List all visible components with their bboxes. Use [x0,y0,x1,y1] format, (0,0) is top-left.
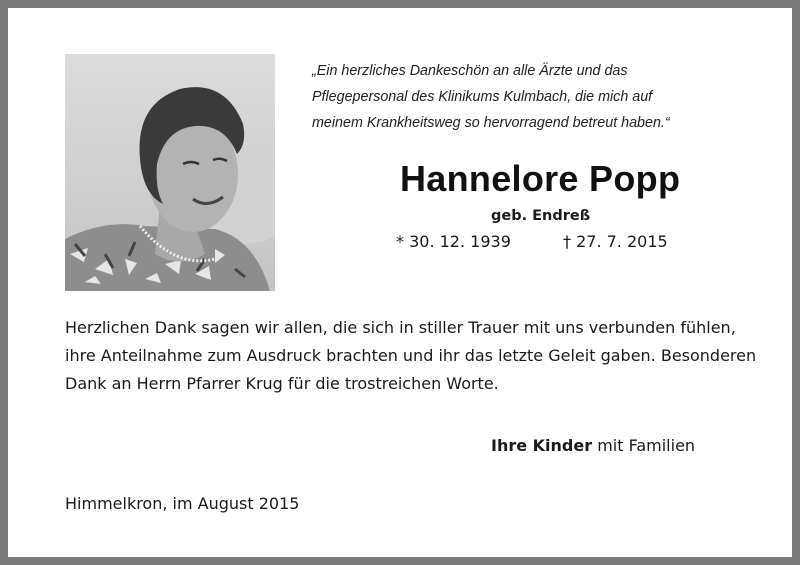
thanks-line-2: ihre Anteilnahme zum Ausdruck brachten und ihr das letzte Geleit gaben. Besonderen [65,346,757,365]
signature-bold: Ihre Kinder [491,436,593,455]
thanks-text [65,314,755,398]
birth-name: geb. Endreß [491,208,591,224]
signature [491,436,695,455]
quote-line-3: meinem Krankheitsweg so hervorragend betreut haben.“ [312,115,670,131]
birth-date: * 30. 12. 1939 [396,232,511,251]
portrait-photo [65,54,275,291]
obituary-card [8,8,792,557]
death-date: † 27. 7. 2015 [563,232,668,251]
thanks-line-3: Dank an Herrn Pfarrer Krug für die trostreichen Worte. [65,374,499,393]
place-date: Himmelkron, im August 2015 [65,494,300,513]
deceased-name: Hannelore Popp [400,158,681,199]
quote-text [312,58,752,136]
thanks-line-1: Herzlichen Dank sagen wir allen, die sich in stiller Trauer mit uns verbunden fühlen, [65,318,736,337]
quote-line-1: „Ein herzliches Dankeschön an alle Ärzte und das [312,63,628,79]
quote-line-2: Pflegepersonal des Klinikums Kulmbach, die mich auf [312,89,653,105]
signature-rest: mit Familien [592,436,696,455]
